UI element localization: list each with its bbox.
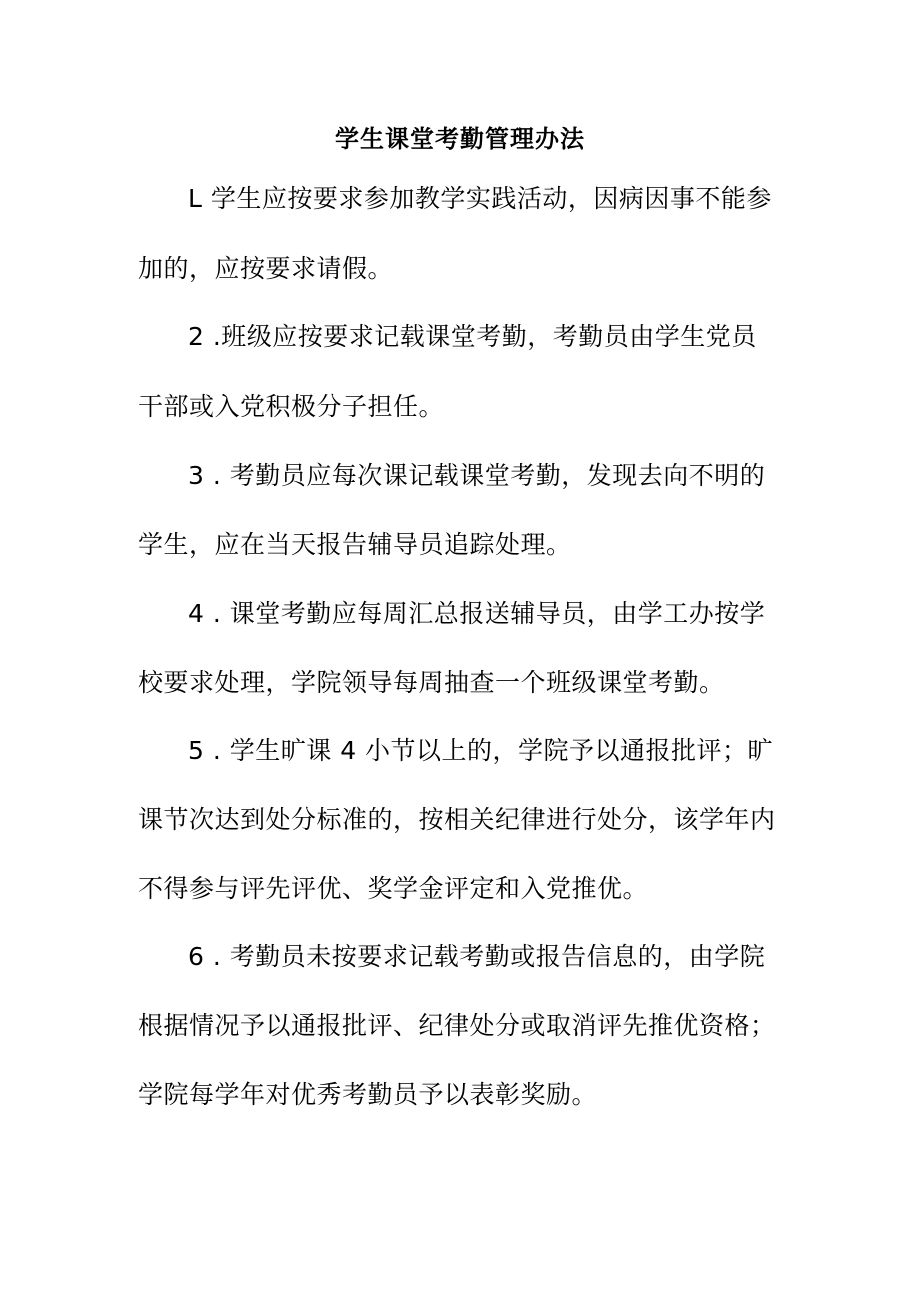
paragraph-2-line-1: 2 .班级应按要求记载课堂考勤，考勤员由学生党员 [188, 322, 757, 351]
paragraph-4-line-2: 校要求处理，学院领导每周抽查一个班级课堂考勤。 [138, 668, 725, 697]
paragraph-6-line-2: 根据情况予以通报批评、纪律处分或取消评先推优资格； [138, 1011, 776, 1040]
paragraph-5-line-3: 不得参与评先评优、奖学金评定和入党推优。 [138, 874, 649, 903]
paragraph-6-line-1: 6 . 考勤员未按要求记载考勤或报告信息的，由学院 [188, 942, 766, 971]
paragraph-2-line-2: 干部或入党积极分子担任。 [138, 392, 445, 421]
paragraph-5-line-2: 课节次达到处分标准的，按相关纪律进行处分，该学年内 [138, 805, 776, 834]
paragraph-4-line-1: 4 . 课堂考勤应每周汇总报送辅导员，由学工办按学 [188, 599, 766, 628]
paragraph-6-line-3: 学院每学年对优秀考勤员予以表彰奖励。 [138, 1080, 598, 1109]
paragraph-5-line-1: 5 . 学生旷课 4 小节以上的，学院予以通报批评；旷 [188, 736, 774, 765]
document-title: 学生课堂考勤管理办法 [335, 125, 585, 153]
paragraph-1-line-1: L 学生应按要求参加教学实践活动，因病因事不能参 [188, 184, 772, 213]
paragraph-1-line-2: 加的，应按要求请假。 [138, 254, 394, 283]
paragraph-3-line-1: 3 . 考勤员应每次课记载课堂考勤，发现去向不明的 [188, 461, 766, 490]
paragraph-3-line-2: 学生，应在当天报告辅导员追踪处理。 [138, 530, 572, 559]
